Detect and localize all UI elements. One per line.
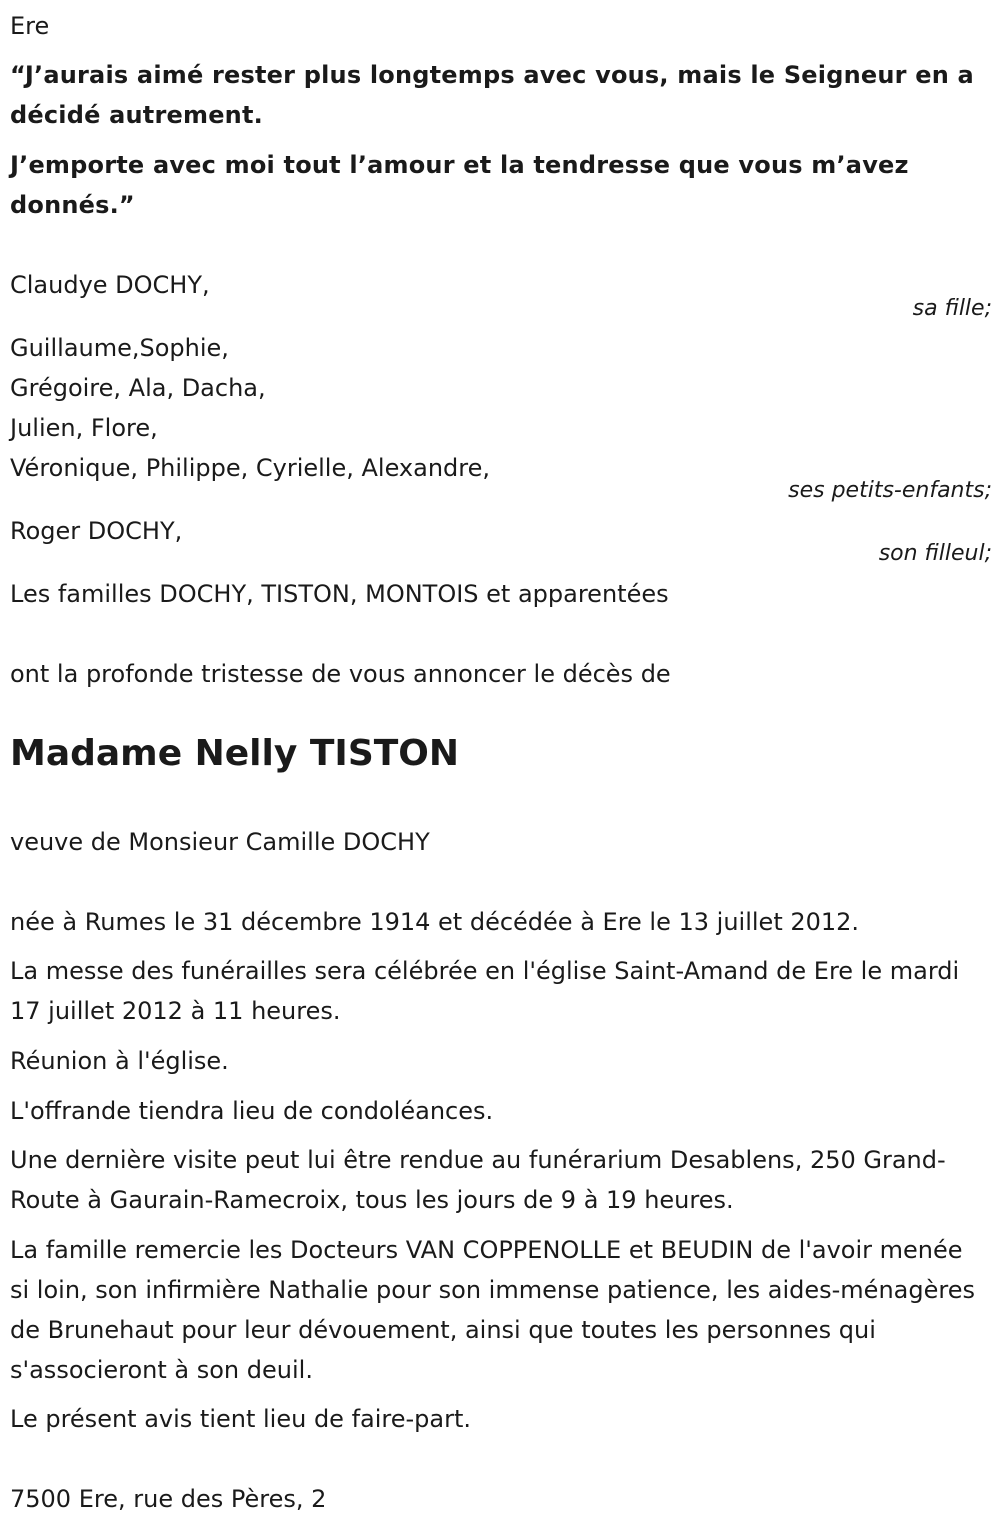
grandchildren-line: Véronique, Philippe, Cyrielle, Alexandre, (10, 454, 491, 482)
grandchildren-line: Guillaume,Sophie, (10, 334, 229, 362)
quote-line-1: “J’aurais aimé rester plus longtemps avec vous, mais le Seigneur en a décidé autrement. (10, 61, 974, 129)
families-line: Les familles DOCHY, TISTON, MONTOIS et apparentées (10, 580, 669, 608)
offering-info: L'offrande tiendra lieu de condoléances. (10, 1097, 494, 1125)
grandchildren-line: Grégoire, Ala, Dacha, (10, 374, 266, 402)
widow-of: veuve de Monsieur Camille DOCHY (10, 828, 430, 856)
daughter-role: sa fille; (912, 296, 992, 321)
deceased-name: Madame Nelly TISTON (10, 733, 460, 774)
daughter-name: Claudye DOCHY, (10, 271, 210, 299)
address: 7500 Ere, rue des Pères, 2 (10, 1485, 327, 1513)
godson-name: Roger DOCHY, (10, 517, 183, 545)
thanks-info: La famille remercie les Docteurs VAN COPPENOLLE et BEUDIN de l'avoir menée si loin, son infirmière Nathalie pour son immense patience, les aides-ménagères de Brunehaut pour leur dévouement, ainsi que toutes les personnes qui s'associeront à son deuil. (10, 1236, 975, 1384)
birth-death: née à Rumes le 31 décembre 1914 et décédée à Ere le 13 juillet 2012. (10, 908, 860, 936)
godson-role: son filleul; (878, 541, 992, 566)
notice-info: Le présent avis tient lieu de faire-part. (10, 1405, 472, 1433)
quote-line-2: J’emporte avec moi tout l’amour et la tendresse que vous m’avez donnés.” (10, 151, 909, 219)
grandchildren-role: ses petits-enfants; (788, 478, 992, 503)
meeting-info: Réunion à l'église. (10, 1047, 229, 1075)
visit-info: Une dernière visite peut lui être rendue au funérarium Desablens, 250 Grand-Route à Gaurain-Ramecroix, tous les jours de 9 à 19 heures. (10, 1146, 946, 1214)
announcement: ont la profonde tristesse de vous annoncer le décès de (10, 660, 671, 688)
mass-info: La messe des funérailles sera célébrée en l'église Saint-Amand de Ere le mardi 17 juillet 2012 à 11 heures. (10, 957, 960, 1025)
place-header: Ere (10, 12, 50, 40)
grandchildren-line: Julien, Flore, (10, 414, 158, 442)
